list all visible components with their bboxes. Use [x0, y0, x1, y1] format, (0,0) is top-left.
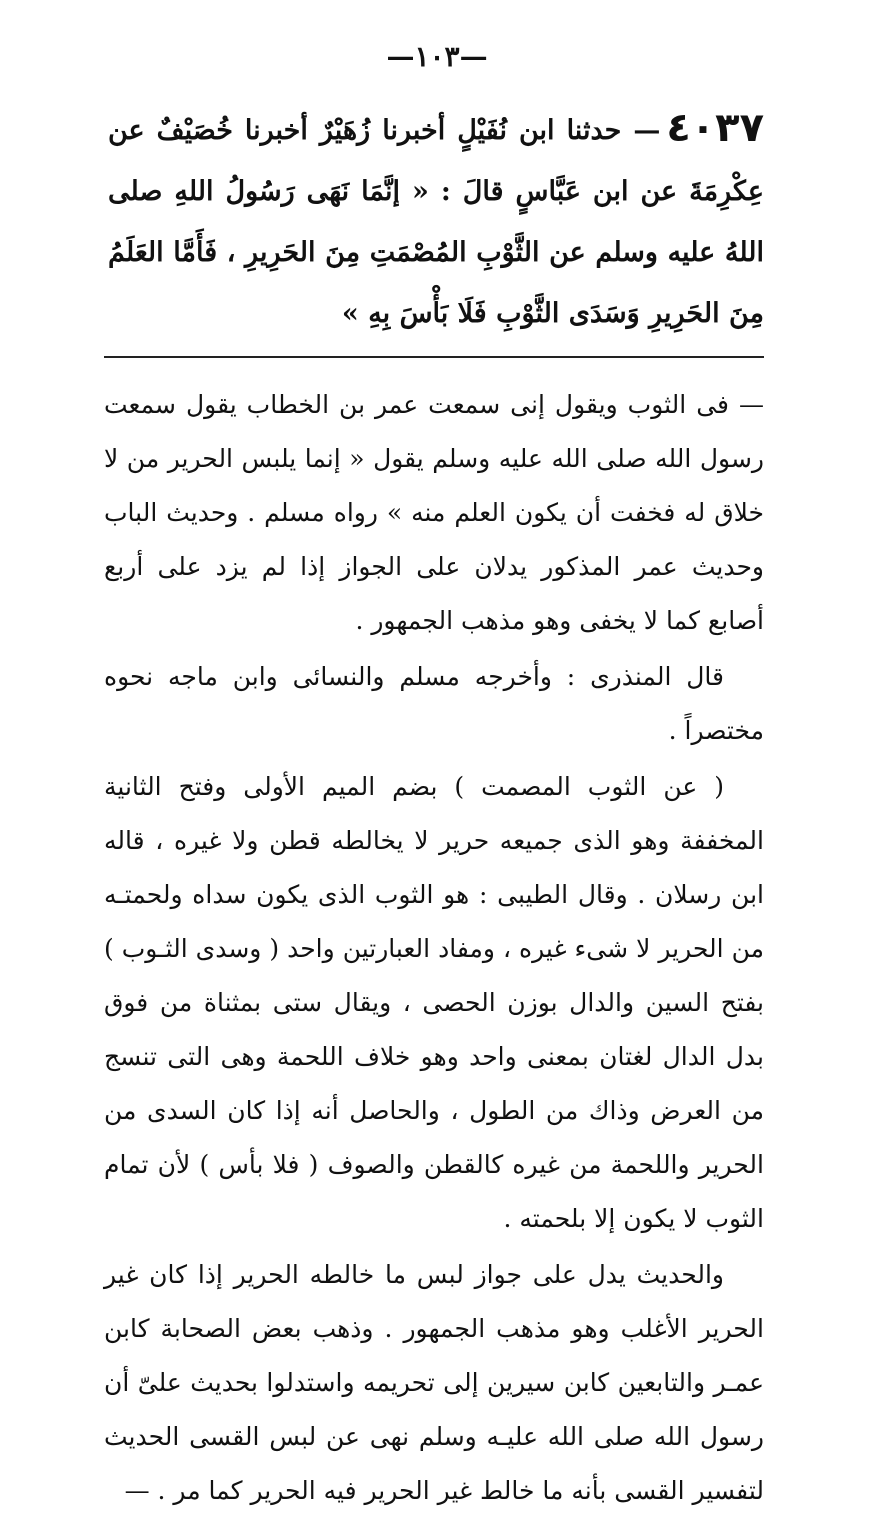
commentary-paragraph-1: — فى الثوب ويقول إنى سمعت عمر بن الخطاب يقول سمعت رسول الله صلى الله عليه وسلم يقول « إنما يلبس الحرير من لا خلاق له فخفت أن يكون العلم منه » رواه مسلم . وحديث الباب وحديث عمر المذكور يدلان على الجواز إذا لم يزد على أربع أصابع كما لا يخفى وهو مذهب الجمهور . — [104, 390, 764, 635]
hadith-number: ٤٠٣٧ — [666, 105, 764, 151]
section-divider — [104, 356, 764, 358]
hadith-block — [108, 98, 764, 344]
commentary-paragraph-4: والحديث يدل على جواز لبس ما خالطه الحرير إذا كان غير الحرير الأغلب وهو مذهب الجمهور . وذهب بعض الصحابة كابن عمـر والتابعين كابن سيرين إلى تحريمه واستدلوا بحديث علىّ أن رسول الله صلى الله عليـه وسلم نهى عن لبس القسى الحديث لتفسير القسى بأنه ما خالط غير الحرير فيه الحرير كما مر . — — [104, 1260, 764, 1505]
page-number: —١٠٣— — [386, 40, 488, 73]
hadith-text: — حدثنا ابن نُفَيْلٍ أخبرنا زُهَيْرٌ أخبرنا خُصَيْفٌ عن عِكْرِمَةَ عن ابن عَبَّاسٍ قالَ : « إنَّمَا نَهَى رَسُولُ اللهِ صلى اللهُ عليه وسلم عن الثَّوْبِ المُصْمَتِ مِنَ الحَرِيرِ ، فَأَمَّا العَلَمُ مِنَ الحَرِيرِ وَسَدَى الثَّوْبِ فَلَا بَأْسَ بِهِ » — [108, 115, 764, 329]
commentary-paragraph-2: قال المنذرى : وأخرجه مسلم والنسائى وابن ماجه نحوه مختصراً . — [104, 662, 764, 745]
commentary-block — [104, 378, 764, 1518]
commentary-paragraph-3: ( عن الثوب المصمت ) بضم الميم الأولى وفتح الثانية المخففة وهو الذى جميعه حرير لا يخالطه قطن ولا غيره ، قاله ابن رسلان . وقال الطيبى : هو الثوب الذى يكون سداه ولحمتـه من الحرير لا شىء غيره ، ومفاد العبارتين واحد ( وسدى الثـوب ) بفتح السين والدال بوزن الحصى ، ويقال ستى بمثناة من فوق بدل الدال لغتان بمعنى واحد وهو خلاف اللحمة وهى التى تنسج من العرض وذاك من الطول ، والحاصل أنه إذا كان السدى من الحرير واللحمة من غيره كالقطن والصوف ( فلا بأس ) لأن تمام الثوب لا يكون إلا بلحمته . — [104, 772, 764, 1233]
